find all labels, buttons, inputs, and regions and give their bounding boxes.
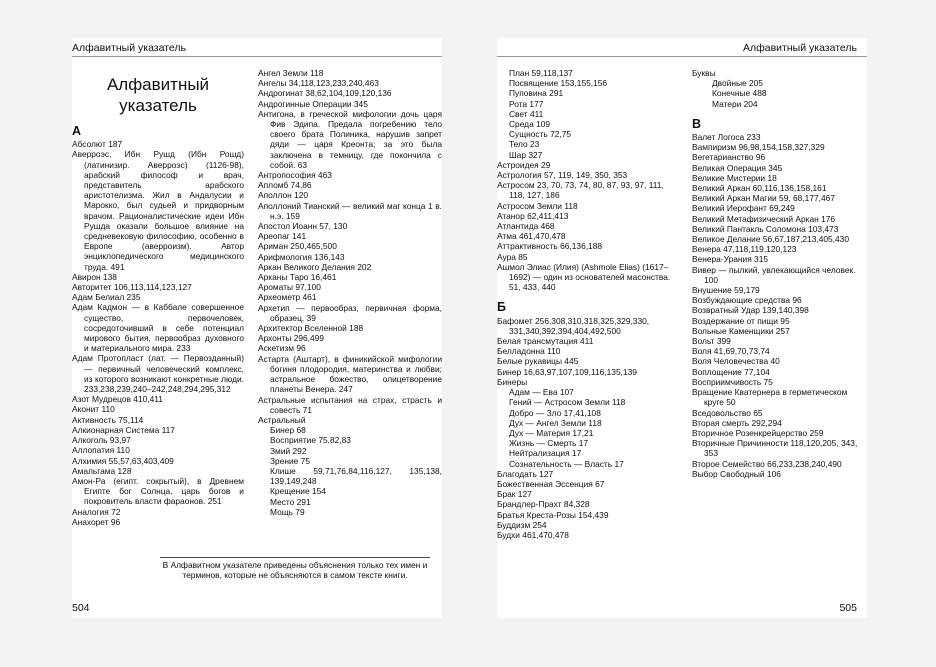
running-head-right: Алфавитный указатель bbox=[743, 42, 857, 54]
page-number-right: 505 bbox=[839, 602, 857, 614]
index-entry: Аполлоний Тианский — великий маг конца 1 в. н.э. 159 bbox=[258, 200, 442, 221]
index-subentry: Клише 59,71,76,84,116,127, 135,138, 139,149,248 bbox=[270, 465, 442, 487]
index-entry: Белладонна 110 bbox=[497, 346, 561, 357]
index-entry: Выбор Свободный 106 bbox=[692, 468, 781, 479]
index-entry: Аттрактивность 66,136,188 bbox=[497, 241, 603, 252]
index-subentry: Нейтрализация 17 bbox=[509, 448, 582, 459]
index-entry: Астроидея 29 bbox=[497, 159, 551, 170]
index-entry: Архитектор Вселенной 188 bbox=[258, 323, 364, 334]
index-entry: Аполлон 120 bbox=[258, 190, 309, 201]
index-entry: Валет Логоса 233 bbox=[692, 132, 761, 143]
index-entry: Активность 75,114 bbox=[72, 414, 144, 425]
index-entry: Алкионарная Система 117 bbox=[72, 424, 175, 435]
index-entry: Внушение 59,179 bbox=[692, 285, 760, 296]
section-letter: А bbox=[72, 124, 82, 138]
index-subentry: Восприятие 75,82,83 bbox=[270, 435, 351, 446]
index-subentry: Мощь 79 bbox=[270, 506, 305, 517]
index-entry: Вегетарианство 96 bbox=[692, 152, 766, 163]
index-entry: Вседовольство 65 bbox=[692, 407, 763, 418]
index-entry: Аура 85 bbox=[497, 251, 528, 262]
index-entry: Вампиризм 96,98,154,158,327,329 bbox=[692, 142, 825, 153]
index-subentry: Среда 109 bbox=[509, 119, 551, 130]
index-entry: Адам Белиал 235 bbox=[72, 292, 141, 303]
index-entry: Апломб 74,86 bbox=[258, 180, 312, 191]
index-subentry: Жизнь — Смерть 17 bbox=[509, 438, 589, 449]
index-subentry: Пуповина 291 bbox=[509, 88, 564, 99]
index-entry: Вращение Кватернера в герметическом круге 50 bbox=[692, 387, 848, 408]
index-entry: Будхи 461,470,478 bbox=[497, 529, 569, 540]
index-entry: Амальгама 128 bbox=[72, 465, 132, 476]
index-subentry: Матери 204 bbox=[712, 98, 758, 109]
index-subentry: Гений — Астросом Земли 118 bbox=[509, 397, 626, 408]
index-entry: Астросом Земли 118 bbox=[497, 200, 578, 211]
index-entry: Архонты 296,499 bbox=[258, 333, 324, 344]
index-entry: Аркан Великого Делания 202 bbox=[258, 261, 372, 272]
running-head-left: Алфавитный указатель bbox=[72, 42, 186, 54]
index-entry: Астральные испытания на страх, страсть и совесть 71 bbox=[258, 394, 442, 415]
index-entry: Великий Аркан Магии 59, 68,177,467 bbox=[692, 193, 835, 204]
index-column-right-1 bbox=[497, 68, 679, 540]
index-entry: Атма 461,470,478 bbox=[497, 231, 566, 242]
index-entry: Вторичное Розенкрейцерство 259 bbox=[692, 427, 824, 438]
index-subentry: Место 291 bbox=[270, 496, 311, 507]
index-subentry: Дух — Материя 17,21 bbox=[509, 427, 594, 438]
index-entry: Антигона, в греческой мифологии дочь царя Фив Эдипа. Предала погребению тело своего брата Полиника, нарушив запрет дяди — царя Креонта; за это была заключена в темницу, где покончила с собой. 63 bbox=[258, 108, 442, 170]
index-entry: Аллопатия 110 bbox=[72, 445, 130, 456]
index-entry: Ангел Земли 118 bbox=[258, 68, 324, 78]
index-entry: Ароматы 97,100 bbox=[258, 282, 321, 293]
index-subentry: Шар 327 bbox=[509, 149, 543, 160]
index-entry: Благодать 127 bbox=[497, 468, 554, 479]
index-entry: Адам Протопласт (лат. — Первозданный) — первичный человеческий комплекс, из которого возникают конкретные люди. 233,238,239,240–242,248,294,295,312 bbox=[72, 353, 244, 395]
index-entry: Вторичные Причинности 118,120,205, 343, 353 bbox=[692, 438, 858, 459]
index-entry: Брак 127 bbox=[497, 489, 532, 500]
index-entry: Абсолют 187 bbox=[72, 139, 123, 150]
index-entry: Великий Иерофант 69,249 bbox=[692, 203, 795, 214]
index-subentry: Зрение 75 bbox=[270, 455, 310, 466]
index-entry: Божественная Эссенция 67 bbox=[497, 478, 605, 489]
index-subentry: Сознательность — Власть 17 bbox=[509, 458, 624, 469]
index-entry: Атлантида 468 bbox=[497, 221, 555, 232]
index-entry: Бинеры bbox=[497, 376, 528, 387]
index-entry: Вивер — пылкий, увлекающийся человек. 100 bbox=[692, 264, 856, 285]
index-column-left-2 bbox=[258, 68, 442, 517]
index-entry: Вольные Каменщики 257 bbox=[692, 325, 790, 336]
index-entry: Вольт 399 bbox=[692, 336, 731, 347]
index-entry: Ашмол Элиас (Илия) (Ashmole Elias) (1617–1692) — один из основателей масонства. 51, 433, 440 bbox=[497, 261, 671, 293]
index-subentry: Тело 23 bbox=[509, 139, 540, 150]
index-entry: Великий Метафизический Аркан 176 bbox=[692, 213, 836, 224]
index-entry: Амон-Ра (египт. сокрытый), в Древнем Египте бог Солнца, царь богов и покровитель власти фараонов. 251 bbox=[72, 475, 244, 507]
index-entry: Воздержание от пищи 95 bbox=[692, 315, 790, 326]
index-entry: Возвратный Удар 139,140,398 bbox=[692, 305, 809, 316]
index-subentry: Дух — Ангел Земли 118 bbox=[509, 417, 602, 428]
index-entry: Азот Мудрецов 410,411 bbox=[72, 394, 163, 405]
footnote: В Алфавитном указателе приведены объяснения только тех имен и терминов, которые не объясняются в самом тексте книги. bbox=[160, 557, 430, 580]
index-entry: Великая Операция 345 bbox=[692, 162, 783, 173]
index-subentry: Адам — Ева 107 bbox=[509, 387, 574, 398]
index-subentry: План 59,118,137 bbox=[509, 68, 573, 78]
index-entry: Арифмология 136,143 bbox=[258, 251, 345, 262]
index-entry: Аналогия 72 bbox=[72, 506, 121, 517]
index-subentry: Сущность 72,75 bbox=[509, 129, 572, 140]
index-entry: Венера 47,118,119,120,123 bbox=[692, 244, 797, 255]
index-subentry: Свет 411 bbox=[509, 108, 544, 119]
index-entry: Воплощение 77,104 bbox=[692, 366, 770, 377]
index-entry: Анахорет 96 bbox=[72, 516, 121, 527]
index-entry: Аверроэс, Ибн Рушд (Ибн Рошд) (латинизир. Аверроэс) (1126-98), арабский философ и врач, представитель арабского аристотелизма. Жил в Андалусии и Марокко, был судьей и придворным врачом. Рационалистические идеи Ибн Рушда оказали большое влияние на средневековую философию, особенно в Европе (аверроизм). Автор энциклопедического медицинского труда. 491 bbox=[72, 149, 244, 272]
index-entry: Великий Аркан 60,116,136,158,161 bbox=[692, 183, 827, 194]
index-entry: Андрогинные Операции 345 bbox=[258, 98, 368, 109]
index-entry: Возбуждающие средства 96 bbox=[692, 295, 802, 306]
index-entry: Алхимия 55,57,63,403,409 bbox=[72, 455, 174, 466]
index-entry: Великий Пантакль Соломона 103,473 bbox=[692, 223, 839, 234]
index-entry: Атанор 62,411,413 bbox=[497, 210, 569, 221]
index-entry: Венера-Урания 315 bbox=[692, 254, 769, 265]
index-entry: Андрогинат 38,62,104,109,120,136 bbox=[258, 88, 392, 99]
index-entry: Астарта (Аштарт), в финикийской мифологии богиня плодородия, материнства и любви; астральное божество, олицетворение планеты Венера. 247 bbox=[258, 353, 442, 395]
index-entry: Восприимчивость 75 bbox=[692, 376, 773, 387]
index-entry: Апостол Иоанн 57, 130 bbox=[258, 221, 348, 232]
index-entry: Астрология 57, 119, 149, 350, 353 bbox=[497, 170, 628, 181]
index-entry: Белые рукавицы 445 bbox=[497, 356, 579, 367]
index-entry: Адам Кадмон — в Каббале совершенное существо, первочеловек, сосредоточивший в себе потенциал мирового бытия, первообраз духовного и материального мира. 233 bbox=[72, 302, 244, 354]
index-subentry: Конечные 488 bbox=[712, 88, 767, 99]
index-entry: Буддизм 254 bbox=[497, 519, 547, 530]
page-number-left: 504 bbox=[72, 602, 90, 614]
index-entry: Воля Человечества 40 bbox=[692, 356, 780, 367]
index-subentry: Добро — Зло 17,41,108 bbox=[509, 407, 601, 418]
index-subentry: Змий 292 bbox=[270, 445, 307, 456]
index-subentry: Бинер 68 bbox=[270, 425, 306, 436]
index-column-left-1 bbox=[72, 68, 244, 527]
section-letter: Б bbox=[497, 300, 506, 315]
index-entry: Бинер 16,63,97,107,109,116,135,139 bbox=[497, 366, 637, 377]
index-subentry: Крещение 154 bbox=[270, 486, 326, 497]
index-entry: Брандлер-Прахт 84,328 bbox=[497, 499, 590, 510]
right-page bbox=[497, 38, 867, 618]
index-entry: Архетип — первообраз, первичная форма, образец. 39 bbox=[258, 302, 442, 323]
index-entry: Авирон 138 bbox=[72, 271, 117, 282]
index-subentry: Рота 177 bbox=[509, 98, 544, 109]
header-rule-right bbox=[497, 56, 867, 57]
left-page bbox=[72, 38, 442, 618]
index-entry: Арканы Таро 16,461 bbox=[258, 272, 337, 283]
index-entry: Аскетизм 96 bbox=[258, 343, 306, 354]
index-entry: Воля 41,69,70,73,74 bbox=[692, 346, 770, 357]
index-subentry: Посвящение 153,155,156 bbox=[509, 78, 608, 89]
index-entry: Ангелы 34,118,123,233,240,463 bbox=[258, 78, 379, 89]
index-column-right-2 bbox=[692, 68, 864, 479]
header-rule-left bbox=[72, 56, 442, 57]
index-entry: Антропософия 463 bbox=[258, 170, 332, 181]
index-entry: Авторитет 106,113,114,123,127 bbox=[72, 282, 192, 293]
index-entry: Братья Креста-Розы 154,439 bbox=[497, 509, 609, 520]
index-entry: Вторая смерть 292,294 bbox=[692, 417, 782, 428]
index-entry: Астральный bbox=[258, 414, 306, 425]
index-subentry: Двойные 205 bbox=[712, 78, 763, 89]
index-entry: Великие Мистерии 18 bbox=[692, 172, 777, 183]
index-entry: Бафомет 256,308,310,318,325,329,330, 331,340,392,394,404,492,500 bbox=[497, 315, 650, 336]
index-entry: Астросом 23, 70, 73, 74, 80, 87, 93, 97, 111, 118, 127, 186 bbox=[497, 180, 664, 201]
index-entry: Ареопаг 141 bbox=[258, 231, 307, 242]
index-entry: Археометр 461 bbox=[258, 292, 317, 303]
index-entry: Второе Семейство 66,233,238,240,490 bbox=[692, 458, 842, 469]
section-letter: В bbox=[692, 116, 702, 131]
index-entry: Буквы bbox=[692, 68, 716, 78]
index-entry: Аконит 110 bbox=[72, 404, 115, 415]
index-title: Алфавитный указатель bbox=[106, 75, 210, 115]
index-entry: Белая трансмутация 411 bbox=[497, 336, 594, 347]
index-entry: Великое Делание 56,67,187,213,405,430 bbox=[692, 234, 849, 245]
index-entry: Ариман 250,465,500 bbox=[258, 241, 337, 252]
index-entry: Алкоголь 93,97 bbox=[72, 435, 131, 446]
